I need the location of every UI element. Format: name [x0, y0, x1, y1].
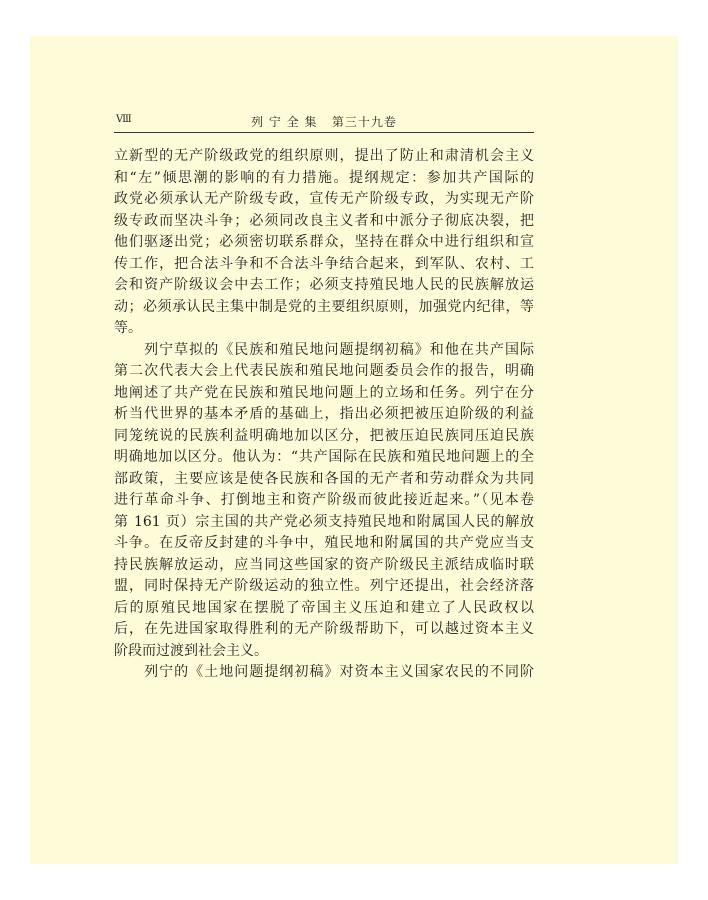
- page-number: Ⅷ: [116, 114, 132, 125]
- text-line: 他们驱逐出党；必须密切联系群众，坚持在群众中进行组织和宣: [114, 234, 534, 250]
- text-line: 斗争。在反帝反封建的斗争中，殖民地和附属国的共产党应当支: [114, 535, 534, 551]
- text-line: 会和资产阶级议会中去工作；必须支持殖民地人民的民族解放运: [114, 277, 534, 293]
- text-line: 盟，同时保持无产阶级运动的独立性。列宁还提出，社会经济落: [114, 578, 534, 594]
- text-line: 阶段而过渡到社会主义。: [114, 642, 268, 659]
- text-line: 动；必须承认民主集中制是党的主要组织原则，加强党内纪律，等: [114, 298, 534, 315]
- text-line: 第二次代表大会上代表民族和殖民地问题委员会作的报告，明确: [114, 363, 534, 379]
- text-line: 政党必须承认无产阶级专政，宣传无产阶级专政，为实现无产阶: [114, 191, 534, 207]
- text-line: 部政策，主要应该是使各民族和各国的无产者和劳动群众为共同: [114, 470, 534, 487]
- text-line: 和“左”倾思潮的影响的有力措施。提纲规定：参加共产国际的: [114, 169, 534, 186]
- text-line: 级专政而坚决斗争；必须同改良主义者和中派分子彻底决裂，把: [114, 212, 534, 229]
- text-line: 列宁的《土地问题提纲初稿》对资本主义国家农民的不同阶: [114, 664, 534, 680]
- text-line: 传工作，把合法斗争和不合法斗争结合起来，到军队、农村、工: [114, 255, 534, 272]
- body-text: [114, 146, 534, 684]
- text-line: 同笼统说的民族利益明确地加以区分，把被压迫民族同压迫民族: [114, 427, 534, 444]
- text-line: 明确地加以区分。他认为：“共产国际在民族和殖民地问题上的全: [114, 449, 534, 465]
- text-line: 进行革命斗争、打倒地主和资产阶级而彼此接近起来。”（见本卷: [114, 492, 534, 508]
- text-line: 析当代世界的基本矛盾的基础上，指出必须把被压迫阶级的利益: [114, 406, 534, 422]
- text-line: 立新型的无产阶级政党的组织原则，提出了防止和肃清机会主义: [114, 148, 534, 164]
- text-line: 后的原殖民地国家在摆脱了帝国主义压迫和建立了人民政权以: [114, 599, 534, 616]
- running-title: 列 宁 全 集 第三十九卷: [251, 115, 397, 129]
- text-line: 地阐述了共产党在民族和殖民地问题上的立场和任务。列宁在分: [114, 384, 534, 401]
- text-line: 列宁草拟的《民族和殖民地问题提纲初稿》和他在共产国际: [114, 341, 534, 358]
- text-line: 后，在先进国家取得胜利的无产阶级帮助下，可以越过资本主义: [114, 621, 534, 637]
- text-line: 第 161 页）宗主国的共产党必须支持殖民地和附属国人民的解放: [114, 513, 534, 530]
- text-line: 等。: [114, 320, 142, 336]
- page-header: [114, 112, 534, 133]
- text-line: 持民族解放运动，应当同这些国家的资产阶级民主派结成临时联: [114, 556, 534, 573]
